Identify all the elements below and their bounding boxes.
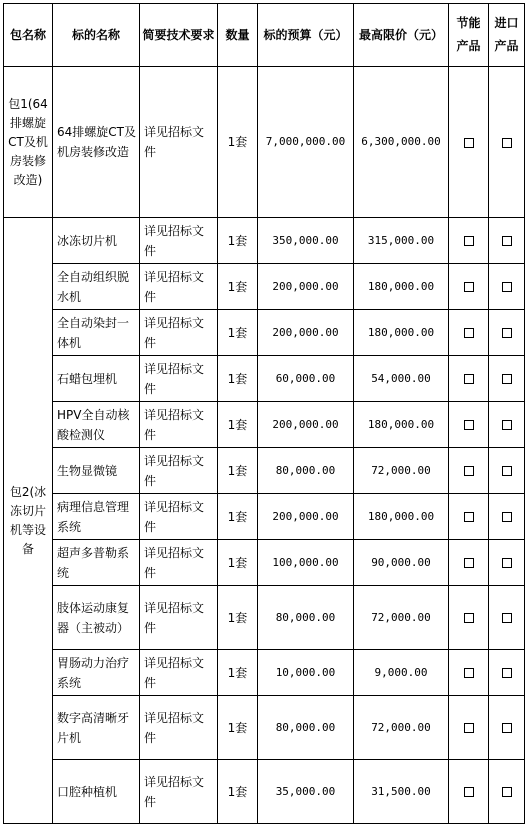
energy-checkbox[interactable] (464, 668, 474, 678)
limit: 180,000.00 (354, 494, 449, 540)
import-cell (489, 264, 525, 310)
header-import: 进口产品 (489, 4, 525, 67)
energy-checkbox[interactable] (464, 723, 474, 733)
limit: 315,000.00 (354, 218, 449, 264)
import-cell (489, 696, 525, 760)
table-row (4, 264, 525, 310)
limit: 6,300,000.00 (354, 67, 449, 218)
procurement-table (3, 3, 525, 824)
energy-checkbox[interactable] (464, 282, 474, 292)
qty: 1套 (218, 494, 258, 540)
import-cell (489, 218, 525, 264)
import-cell (489, 402, 525, 448)
table-row (4, 67, 525, 218)
import-checkbox[interactable] (502, 558, 512, 568)
energy-checkbox[interactable] (464, 374, 474, 384)
budget: 60,000.00 (258, 356, 354, 402)
energy-cell (449, 650, 489, 696)
header-row (4, 4, 525, 67)
limit: 180,000.00 (354, 402, 449, 448)
item-name: 全自动组织脱水机 (53, 264, 140, 310)
import-checkbox[interactable] (502, 420, 512, 430)
table-row (4, 218, 525, 264)
header-package: 包名称 (4, 4, 53, 67)
qty: 1套 (218, 760, 258, 824)
table-row (4, 696, 525, 760)
item-name: 口腔种植机 (53, 760, 140, 824)
import-cell (489, 67, 525, 218)
table-row (4, 448, 525, 494)
spec: 详见招标文件 (140, 448, 218, 494)
budget: 80,000.00 (258, 448, 354, 494)
table-row (4, 760, 525, 824)
item-name: 肢体运动康复器（主被动） (53, 586, 140, 650)
table-row (4, 310, 525, 356)
spec: 详见招标文件 (140, 760, 218, 824)
energy-checkbox[interactable] (464, 787, 474, 797)
limit: 72,000.00 (354, 586, 449, 650)
table-row (4, 650, 525, 696)
qty: 1套 (218, 696, 258, 760)
spec: 详见招标文件 (140, 696, 218, 760)
energy-cell (449, 356, 489, 402)
limit: 72,000.00 (354, 448, 449, 494)
table-row (4, 494, 525, 540)
import-checkbox[interactable] (502, 723, 512, 733)
import-cell (489, 448, 525, 494)
limit: 54,000.00 (354, 356, 449, 402)
budget: 100,000.00 (258, 540, 354, 586)
qty: 1套 (218, 67, 258, 218)
qty: 1套 (218, 650, 258, 696)
import-checkbox[interactable] (502, 668, 512, 678)
spec: 详见招标文件 (140, 540, 218, 586)
qty: 1套 (218, 310, 258, 356)
energy-cell (449, 218, 489, 264)
spec: 详见招标文件 (140, 218, 218, 264)
qty: 1套 (218, 402, 258, 448)
limit: 90,000.00 (354, 540, 449, 586)
import-cell (489, 356, 525, 402)
budget: 10,000.00 (258, 650, 354, 696)
package-name: 包2(冰冻切片机等设备 (4, 218, 53, 824)
energy-checkbox[interactable] (464, 512, 474, 522)
spec: 详见招标文件 (140, 67, 218, 218)
item-name: 超声多普勒系统 (53, 540, 140, 586)
item-name: 64排螺旋CT及机房装修改造 (53, 67, 140, 218)
header-energy: 节能产品 (449, 4, 489, 67)
header-spec: 简要技术要求 (140, 4, 218, 67)
import-cell (489, 310, 525, 356)
table-row (4, 356, 525, 402)
item-name: 数字高清晰牙片机 (53, 696, 140, 760)
qty: 1套 (218, 540, 258, 586)
header-item: 标的名称 (53, 4, 140, 67)
import-checkbox[interactable] (502, 328, 512, 338)
budget: 80,000.00 (258, 586, 354, 650)
spec: 详见招标文件 (140, 264, 218, 310)
header-limit: 最高限价（元） (354, 4, 449, 67)
item-name: HPV全自动核酸检测仪 (53, 402, 140, 448)
spec: 详见招标文件 (140, 402, 218, 448)
energy-checkbox[interactable] (464, 613, 474, 623)
import-cell (489, 760, 525, 824)
spec: 详见招标文件 (140, 310, 218, 356)
energy-cell (449, 67, 489, 218)
import-cell (489, 650, 525, 696)
import-cell (489, 494, 525, 540)
budget: 200,000.00 (258, 310, 354, 356)
item-name: 全自动染封一体机 (53, 310, 140, 356)
import-checkbox[interactable] (502, 512, 512, 522)
budget: 200,000.00 (258, 402, 354, 448)
energy-cell (449, 540, 489, 586)
energy-cell (449, 448, 489, 494)
limit: 31,500.00 (354, 760, 449, 824)
import-cell (489, 586, 525, 650)
spec: 详见招标文件 (140, 356, 218, 402)
energy-cell (449, 586, 489, 650)
limit: 72,000.00 (354, 696, 449, 760)
item-name: 胃肠动力治疗系统 (53, 650, 140, 696)
energy-checkbox[interactable] (464, 466, 474, 476)
energy-checkbox[interactable] (464, 138, 474, 148)
qty: 1套 (218, 264, 258, 310)
import-cell (489, 540, 525, 586)
import-checkbox[interactable] (502, 466, 512, 476)
energy-checkbox[interactable] (464, 236, 474, 246)
energy-checkbox[interactable] (464, 328, 474, 338)
limit: 9,000.00 (354, 650, 449, 696)
spec: 详见招标文件 (140, 494, 218, 540)
package-name: 包1(64排螺旋CT及机房装修改造) (4, 67, 53, 218)
table-row (4, 586, 525, 650)
budget: 80,000.00 (258, 696, 354, 760)
qty: 1套 (218, 218, 258, 264)
energy-cell (449, 264, 489, 310)
import-checkbox[interactable] (502, 282, 512, 292)
table-row (4, 540, 525, 586)
energy-checkbox[interactable] (464, 558, 474, 568)
budget: 200,000.00 (258, 494, 354, 540)
budget: 200,000.00 (258, 264, 354, 310)
header-qty: 数量 (218, 4, 258, 67)
qty: 1套 (218, 448, 258, 494)
energy-cell (449, 310, 489, 356)
spec: 详见招标文件 (140, 586, 218, 650)
spec: 详见招标文件 (140, 650, 218, 696)
import-checkbox[interactable] (502, 374, 512, 384)
item-name: 石蜡包埋机 (53, 356, 140, 402)
header-budget: 标的预算（元） (258, 4, 354, 67)
budget: 35,000.00 (258, 760, 354, 824)
table-row (4, 402, 525, 448)
limit: 180,000.00 (354, 310, 449, 356)
energy-cell (449, 696, 489, 760)
energy-cell (449, 402, 489, 448)
energy-cell (449, 760, 489, 824)
item-name: 生物显微镜 (53, 448, 140, 494)
item-name: 冰冻切片机 (53, 218, 140, 264)
budget: 7,000,000.00 (258, 67, 354, 218)
qty: 1套 (218, 586, 258, 650)
import-checkbox[interactable] (502, 138, 512, 148)
limit: 180,000.00 (354, 264, 449, 310)
budget: 350,000.00 (258, 218, 354, 264)
import-checkbox[interactable] (502, 613, 512, 623)
energy-cell (449, 494, 489, 540)
energy-checkbox[interactable] (464, 420, 474, 430)
item-name: 病理信息管理系统 (53, 494, 140, 540)
qty: 1套 (218, 356, 258, 402)
import-checkbox[interactable] (502, 236, 512, 246)
import-checkbox[interactable] (502, 787, 512, 797)
